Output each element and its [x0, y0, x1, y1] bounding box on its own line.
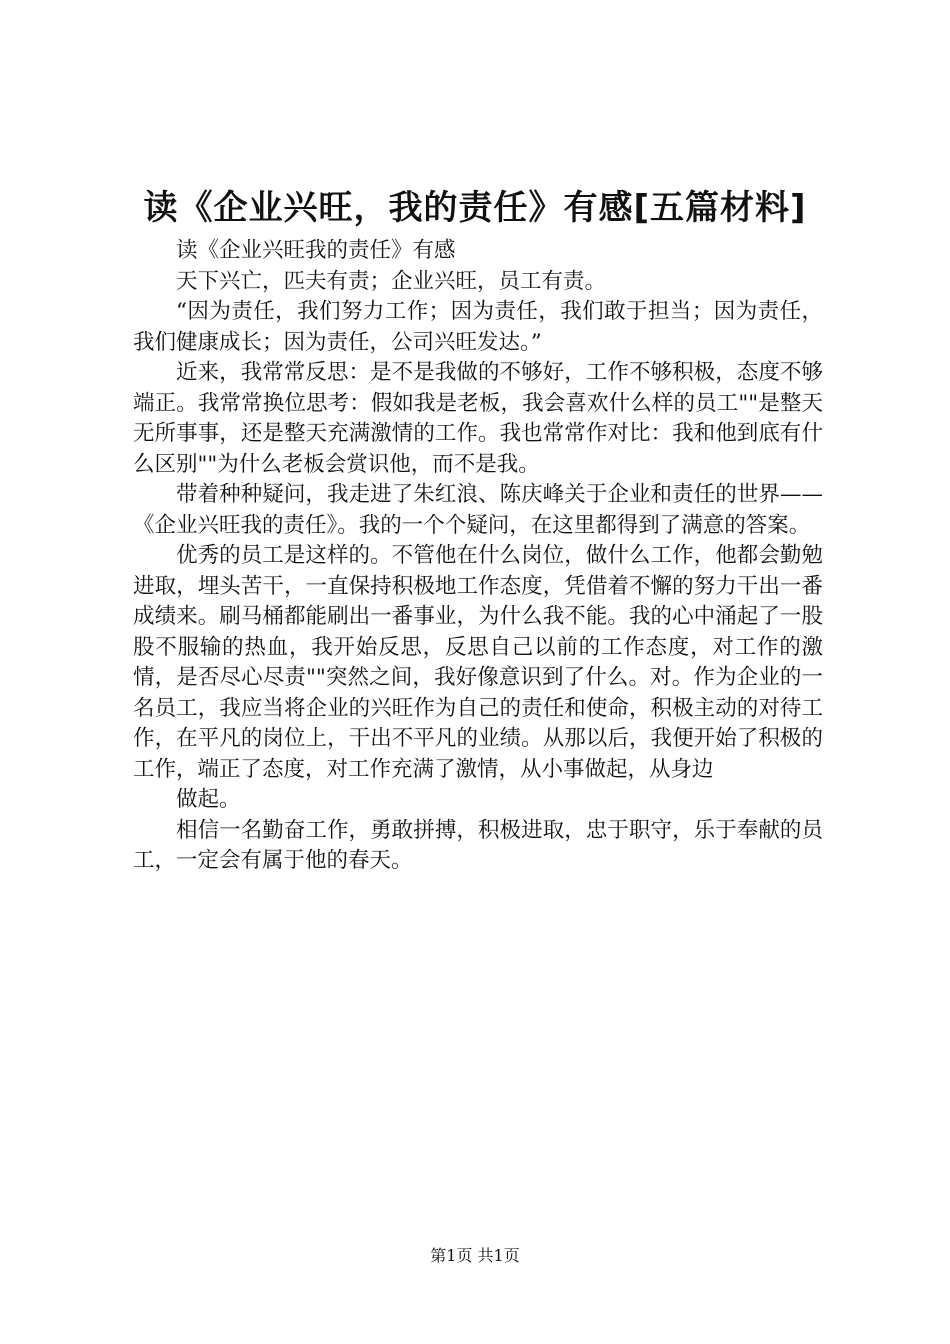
paragraph: 近来，我常常反思：是不是我做的不够好，工作不够积极，态度不够端正。我常常换位思考：假如我是老板，我会喜欢什么样的员工""是整天无所事事，还是整天充满激情的工作。我也常常作对比：我和他到底有什么区别""为什么老板会赏识他，而不是我。 [133, 360, 823, 477]
page-title: 读《企业兴旺，我的责任》有感[五篇材料] [143, 188, 807, 228]
paragraph: 做起。 [176, 787, 241, 812]
paragraph: “因为责任，我们努力工作；因为责任，我们敢于担当；因为责任，我们健康成长；因为责任，公司兴旺发达。” [133, 299, 823, 355]
paragraph: 相信一名勤奋工作，勇敢拼搏，积极进取，忠于职守，乐于奉献的员工，一定会有属于他的春天。 [133, 817, 823, 873]
paragraph-subtitle: 读《企业兴旺我的责任》有感 [176, 238, 456, 263]
paragraph: 带着种种疑问，我走进了朱红浪、陈庆峰关于企业和责任的世界——《企业兴旺我的责任》。我的一个个疑问，在这里都得到了满意的答案。 [133, 482, 823, 538]
paragraph: 优秀的员工是这样的。不管他在什么岗位，做什么工作，他都会勤勉进取，埋头苦干，一直保持积极地工作态度，凭借着不懈的努力干出一番成绩来。刷马桶都能刷出一番事业，为什么我不能。我的心中涌起了一股股不服输的热血，我开始反思，反思自己以前的工作态度，对工作的激情，是否尽心尽责""突然之间，我好像意识到了什么。对。作为企业的一名员工，我应当将企业的兴旺作为自己的责任和使命，积极主动的对待工作，在平凡的岗位上，干出不平凡的业绩。从那以后，我便开始了积极的工作，端正了态度，对工作充满了激情，从小事做起，从身边 [133, 543, 823, 782]
document-body [133, 236, 823, 877]
page-footer: 第1页 共1页 [430, 1246, 520, 1265]
paragraph: 天下兴亡，匹夫有责；企业兴旺，员工有责。 [176, 268, 607, 294]
